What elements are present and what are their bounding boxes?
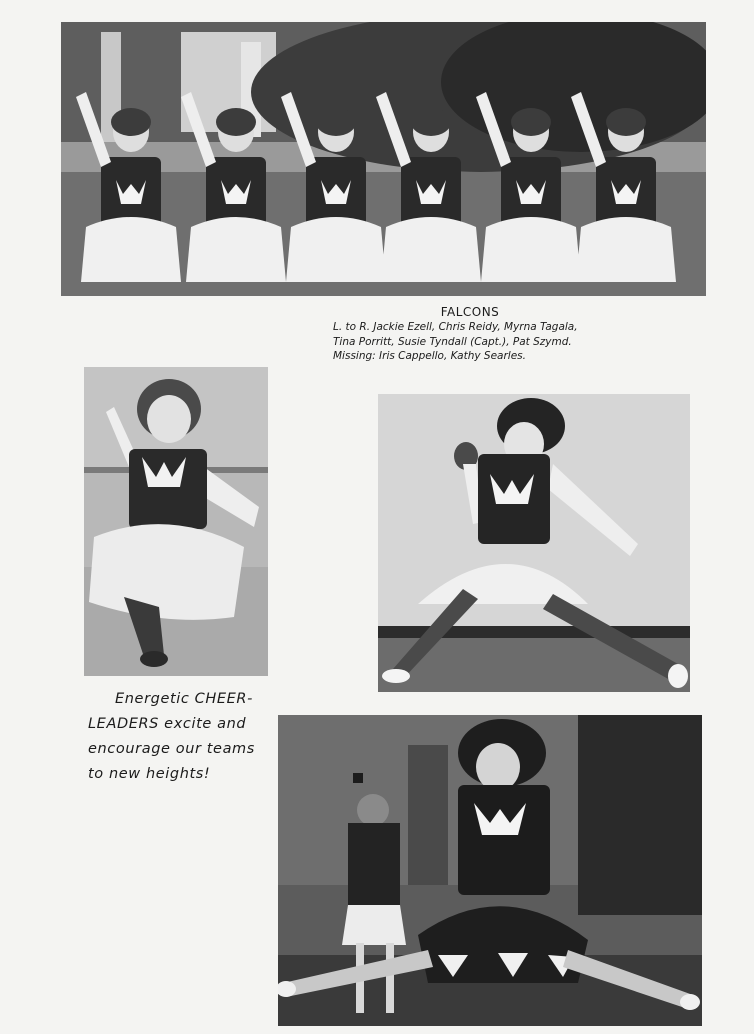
cheerleader-split-photo bbox=[278, 715, 702, 1026]
cheerleader-jump-photo-right bbox=[378, 394, 690, 692]
cheerleader-jump-photo-left bbox=[84, 367, 268, 676]
cheerleader-figure bbox=[81, 217, 181, 282]
blurb-line: encourage our teams bbox=[88, 741, 255, 757]
cheerleader-figure bbox=[481, 217, 581, 282]
cheerleader-figure bbox=[576, 217, 676, 282]
cheerleader-figure bbox=[111, 108, 151, 136]
cheerleader-figure bbox=[216, 108, 256, 136]
cheerleader-figure bbox=[381, 217, 481, 282]
caption-line: Tina Porritt, Susie Tyndall (Capt.), Pat Szymd. bbox=[333, 335, 572, 348]
cheerleader-figure bbox=[411, 108, 451, 136]
caption-names bbox=[333, 320, 653, 364]
caption-line: Missing: Iris Cappello, Kathy Searles. bbox=[333, 350, 526, 362]
blurb-line: LEADERS excite and bbox=[88, 716, 247, 732]
cheerleader-figure bbox=[186, 217, 286, 282]
cheerleader-figure bbox=[511, 108, 551, 136]
caption-line: L. to R. Jackie Ezell, Chris Reidy, Myrna Tagala, bbox=[333, 321, 578, 333]
cheerleader-figure bbox=[286, 217, 386, 282]
cheerleader-figure bbox=[316, 108, 356, 136]
blurb-line: to new heights! bbox=[88, 766, 211, 782]
cheerleaders-blurb bbox=[88, 687, 274, 787]
cheerleader-group-photo bbox=[61, 22, 706, 296]
blurb-line: Energetic CHEER- bbox=[115, 691, 253, 707]
cheerleader-figure bbox=[606, 108, 646, 136]
caption-title: FALCONS bbox=[440, 305, 500, 319]
